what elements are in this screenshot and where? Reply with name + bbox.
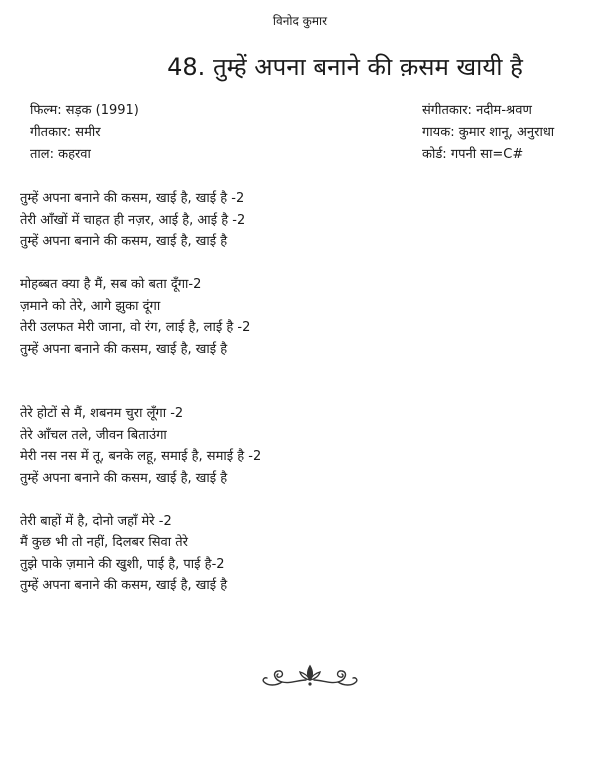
lyric-line: तुम्हें अपना बनाने की कसम, खाई है, खाई है xyxy=(20,578,228,593)
lyric-line: तुम्हें अपना बनाने की कसम, खाई है, खाई है xyxy=(20,341,228,357)
song-meta-right xyxy=(422,100,554,166)
stanza-3 xyxy=(20,403,261,489)
lyric-line: मेरी नस नस में तू, बनके लहू, समाई है, समाई है -2 xyxy=(20,449,262,464)
taal-info: ताल: कहरवा xyxy=(30,147,91,162)
lyric-line: तुम्हें अपना बनाने की कसम, खाई है, खाई है -2 xyxy=(20,191,245,206)
lyrics-body xyxy=(20,188,261,618)
lyric-line: मोहब्बत क्या है मैं, सब को बता दूँगा-2 xyxy=(20,277,202,292)
lyric-line: तुम्हें अपना बनाने की कसम, खाई है, खाई है xyxy=(20,470,228,486)
singer-info: गायक: कुमार शानू, अनुराधा xyxy=(422,125,555,140)
lyric-line: ज़माने को तेरे, आगे झुका दूंगा xyxy=(20,298,161,314)
lyric-line: तेरी बाहों में है, दोनो जहाँ मेरे -2 xyxy=(20,513,172,529)
stanza-4 xyxy=(20,511,261,597)
lyric-line: तेरे आँचल तले, जीवन बिताउंगा xyxy=(20,427,167,443)
lyricist-info: गीतकार: समीर xyxy=(30,125,101,140)
lyric-line: मैं कुछ भी तो नहीं, दिलबर सिवा तेरे xyxy=(20,535,188,550)
stanza-1 xyxy=(20,188,261,253)
film-info: फिल्म: सड़क (1991) xyxy=(30,103,139,118)
chord-info: कोर्ड: गपनी सा=C# xyxy=(422,147,524,162)
lyric-line: तेरी आँखों में चाहत ही नज़र, आई है, आई है -2 xyxy=(20,212,246,228)
song-meta-left xyxy=(30,100,139,166)
page-header-author: विनोद कुमार xyxy=(272,14,328,28)
stanza-2 xyxy=(20,274,261,360)
song-title: 48. तुम्हें अपना बनाने की क़सम खायी है xyxy=(167,53,523,81)
lyric-line: तेरी उलफत मेरी जाना, वो रंग, लाई है, लाई है -2 xyxy=(20,320,251,335)
lyric-line: तुझे पाके ज़माने की खुशी, पाई है, पाई है-2 xyxy=(20,556,225,572)
composer-info: संगीतकार: नदीम-श्रवण xyxy=(422,103,532,118)
flourish-divider-icon xyxy=(260,662,360,692)
lyric-line: तेरे होटों से मैं, शबनम चुरा लूँगा -2 xyxy=(20,406,184,421)
lyric-line: तुम्हें अपना बनाने की कसम, खाई है, खाई है xyxy=(20,234,228,249)
